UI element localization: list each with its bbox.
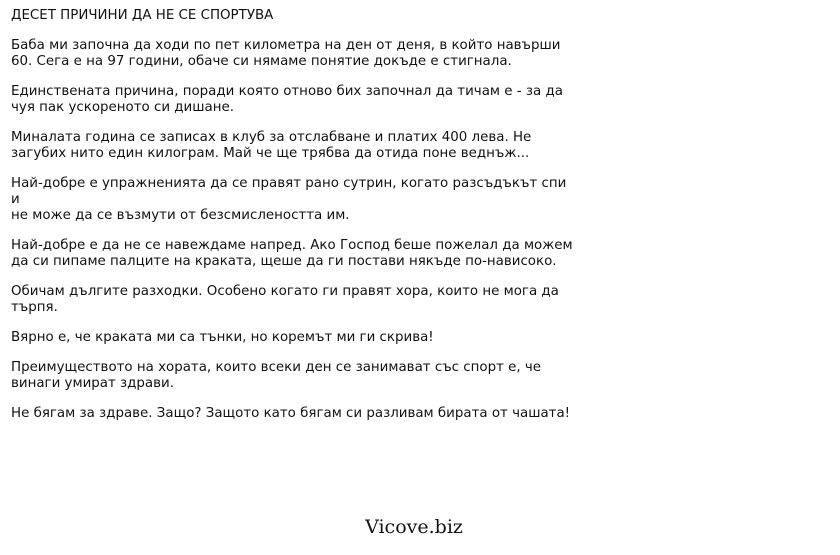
joke-paragraph: Най-добре е упражненията да се правят рано сутрин, когато разсъдъкът спи и не може да се възмути от безсмислеността им. xyxy=(11,176,567,223)
joke-paragraph: Обичам дългите разходки. Особено когато ги правят хора, които не мога да търпя. xyxy=(11,284,559,315)
joke-paragraph: Баба ми започна да ходи по пет километра на ден от деня, в който навърши 60. Сега е на 97 години, обаче си нямаме понятие докъде е стигнала. xyxy=(11,38,561,69)
document-title: ДЕСЕТ ПРИЧИНИ ДА НЕ СЕ СПОРТУВА xyxy=(11,8,274,23)
joke-paragraph: Преимуществото на хората, които всеки ден се занимават със спорт е, че винаги умират здрави. xyxy=(11,360,542,391)
site-watermark: Vicove.biz xyxy=(365,516,463,538)
joke-paragraph: Най-добре е да не се навеждаме напред. Ако Господ беше пожелал да можем да си пипаме палците на краката, щеше да ги постави някъде по-нависоко. xyxy=(11,238,573,269)
joke-paragraph: Не бягам за здраве. Защо? Защото като бягам си разливам бирата от чашата! xyxy=(11,406,571,421)
joke-paragraph: Миналата година се записах в клуб за отслабване и платих 400 лева. Не загубих нито един килограм. Май че ще трябва да отида поне веднъж... xyxy=(11,130,532,161)
joke-paragraph: Единствената причина, поради която отново бих започнал да тичам е - за да чуя пак ускореното си дишане. xyxy=(11,84,563,115)
joke-document xyxy=(11,8,576,436)
joke-paragraph: Вярно е, че краката ми са тънки, но коремът ми ги скрива! xyxy=(11,330,434,345)
